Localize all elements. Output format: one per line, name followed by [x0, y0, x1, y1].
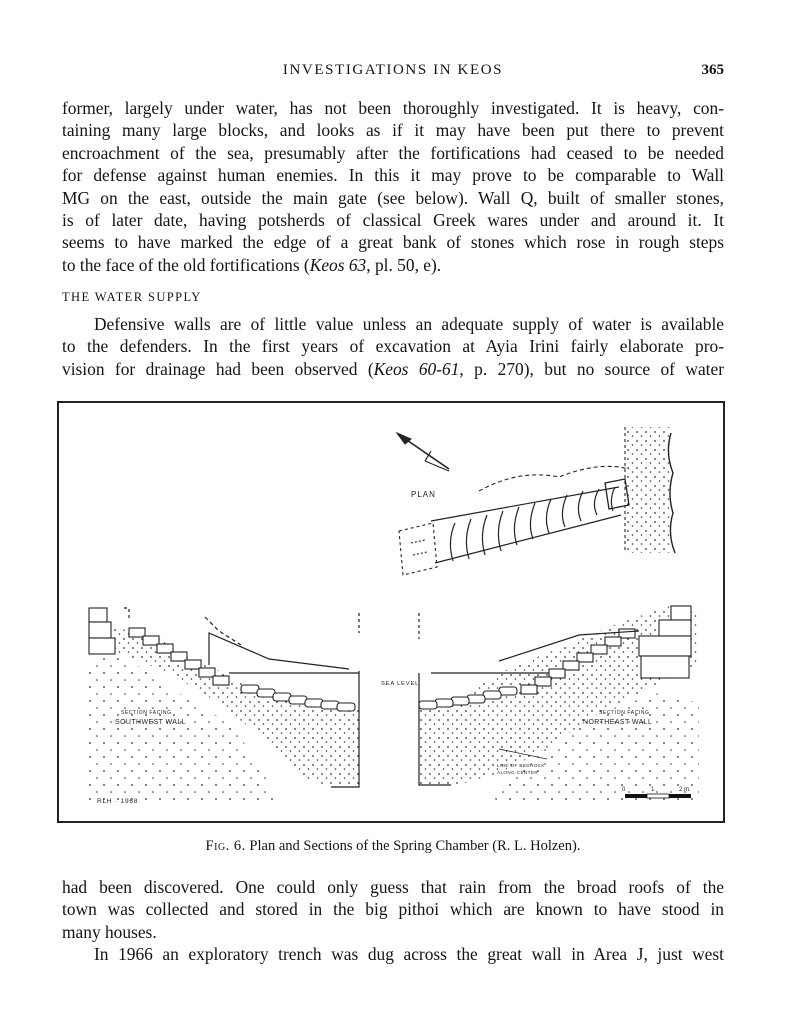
southwest-wall-label: SOUTHWEST WALL: [115, 719, 186, 726]
section-heading: THE WATER SUPPLY: [62, 290, 202, 304]
scale-tick: 0: [622, 787, 626, 793]
paragraph-line: town was collected and stored in the big pithoi which are known to have stood in: [62, 899, 724, 920]
caption-text: Plan and Sections of the Spring Chamber (R. L. Holzen).: [249, 838, 581, 854]
paragraph-3: [62, 876, 724, 943]
paragraph-4: [62, 943, 724, 965]
northeast-wall-label: NORTHEAST WALL: [583, 719, 653, 726]
paragraph-line: MG on the east, outside the main gate (see below). Wall Q, built of smaller stones,: [62, 187, 724, 208]
plan-view: [399, 427, 675, 575]
paragraph-line: had been discovered. One could only guess that rain from the broad roofs of the: [62, 877, 724, 897]
citation-ref: Keos 63: [309, 254, 367, 275]
line-text: to the face of the old fortifications (: [62, 254, 310, 275]
paragraph-line: seems to have marked the edge of a great bank of stones which rose in rough steps: [62, 232, 724, 253]
line-text: , pl. 50, e).: [366, 254, 442, 275]
paragraph-line: In 1966 an exploratory trench was dug across the great wall in Area J, just west: [94, 944, 724, 964]
artist-signature: RLH · 1968: [97, 798, 139, 805]
paragraph-line: Defensive walls are of little value unless an adequate supply of water is available: [94, 314, 724, 334]
page-number: 365: [701, 62, 724, 78]
paragraph-line: taining many large blocks, and looks as if it may have been put there to prevent: [62, 120, 724, 141]
line-text: vision for drainage had been observed (: [62, 358, 374, 379]
paragraph-line: [62, 358, 724, 380]
section-facing-label-ne: SECTION FACING: [599, 710, 650, 716]
sea-level-label: SEA LEVEL: [381, 681, 420, 687]
figure-spring-chamber: [57, 401, 725, 823]
paragraph-line: former, largely under water, has not been thoroughly investigated. It is heavy, con-: [62, 98, 724, 118]
paragraph-line: [62, 254, 724, 276]
bedrock-label-1: LINE OF BEDROCK: [497, 763, 545, 768]
paragraph-line: to the defenders. In the first years of excavation at Ayia Irini fairly elaborate pro-: [62, 336, 724, 357]
section-facing-label-sw: SECTION FACING: [121, 710, 172, 716]
bedrock-label-2: ALONG CENTER: [497, 770, 539, 775]
paragraph-2: [62, 313, 724, 380]
figure-caption: [0, 838, 786, 855]
paragraph-line: many houses.: [62, 921, 157, 942]
section-southwest: [89, 608, 359, 803]
line-text: , p. 270), but no source of water: [459, 358, 724, 379]
north-arrow-icon: [397, 433, 449, 471]
paragraph-1: [62, 97, 724, 276]
scale-tick: 1: [651, 787, 655, 793]
spring-chamber-drawing: [59, 403, 723, 821]
paragraph-line: is of later date, having potsherds of classical Greek wares under and around it. It: [62, 210, 724, 231]
running-title: INVESTIGATIONS IN KEOS: [282, 62, 504, 78]
paragraph-line: for defense against human enemies. In this it may prove to be comparable to Wall: [62, 165, 724, 186]
paragraph-line: encroachment of the sea, presumably after the fortifications had ceased to be needed: [62, 142, 724, 163]
citation-ref: Keos 60-61: [373, 358, 460, 379]
running-head: [0, 62, 786, 84]
section-northeast: [419, 603, 699, 803]
scale-tick: 2 m.: [679, 787, 691, 793]
plan-label: PLAN: [411, 490, 436, 499]
figure-label: Fig. 6.: [205, 838, 246, 854]
